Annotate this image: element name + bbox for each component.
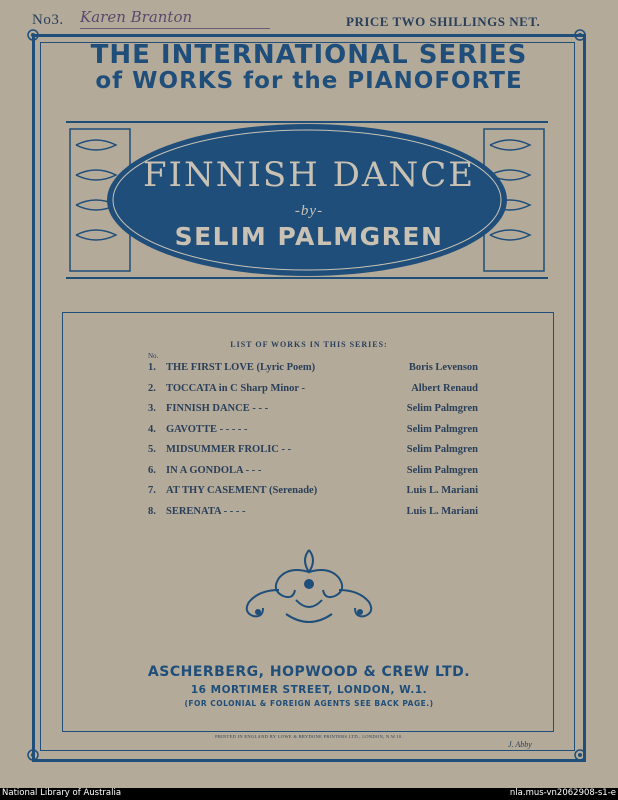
work-composer: Selim Palmgren: [406, 423, 478, 435]
scroll-ornament-icon: [236, 540, 382, 628]
list-item: [148, 485, 478, 506]
composer-name: SELIM PALMGREN: [174, 222, 444, 251]
work-title: IN A GONDOLA - - -: [166, 464, 262, 476]
publisher-address: 16 MORTIMER STREET, LONDON, W.1.: [190, 684, 428, 696]
archive-footer: [0, 788, 618, 800]
work-title: TOCCATA in C Sharp Minor -: [166, 382, 305, 394]
publisher-name: ASCHERBERG, HOPWOOD & CREW LTD.: [147, 664, 471, 680]
list-item: [148, 403, 478, 424]
by-label: -by-: [294, 203, 324, 219]
work-composer: Albert Renaud: [411, 382, 478, 394]
work-number: 1.: [148, 362, 156, 373]
artist-signature: J. Abby: [508, 740, 532, 749]
works-list-heading: LIST OF WORKS IN THIS SERIES:: [230, 340, 388, 349]
list-item: [148, 362, 478, 383]
work-title: GAVOTTE - - - - -: [166, 423, 248, 435]
work-number: 8.: [148, 505, 156, 517]
agents-note: (FOR COLONIAL & FOREIGN AGENTS SEE BACK PAGE.): [184, 699, 434, 708]
list-item: [148, 506, 478, 527]
work-composer: Selim Palmgren: [406, 403, 478, 414]
corner-ornament-icon: [573, 748, 587, 762]
owner-signature: Karen Branton: [80, 8, 270, 29]
work-composer: Boris Levenson: [408, 362, 478, 373]
series-title: THE INTERNATIONAL SERIES: [90, 40, 528, 70]
series-subtitle: of WORKS for the PIANOFORTE: [95, 68, 523, 94]
work-title: AT THY CASEMENT (Serenade): [166, 485, 318, 496]
work-title: SERENATA - - - -: [166, 505, 246, 517]
work-number: 7.: [148, 485, 156, 496]
work-title: FINNISH DANCE - - -: [166, 403, 269, 414]
works-list: [148, 362, 478, 526]
issue-number: No3.: [32, 12, 64, 28]
work-composer: Luis L. Mariani: [406, 505, 478, 517]
list-item: [148, 424, 478, 445]
printer-credit: PRINTED IN ENGLAND BY LOWE & BRYDONE PRINTERS LTD., LONDON, N.W.10.: [215, 734, 403, 739]
record-id: nla.mus-vn2062908-s1-e: [509, 788, 616, 798]
corner-ornament-icon: [26, 748, 40, 762]
title-banner: [62, 115, 552, 285]
list-item: [148, 444, 478, 465]
work-number: 2.: [148, 382, 156, 394]
work-title: MIDSUMMER FROLIC - -: [166, 444, 292, 455]
work-number: 4.: [148, 423, 156, 435]
work-composer: Selim Palmgren: [406, 464, 478, 476]
work-number: 6.: [148, 464, 156, 476]
work-number: 5.: [148, 444, 156, 455]
work-composer: Selim Palmgren: [406, 444, 478, 455]
piece-title: FINNISH DANCE: [142, 155, 476, 195]
list-item: [148, 465, 478, 486]
work-title: THE FIRST LOVE (Lyric Poem): [166, 362, 316, 373]
list-item: [148, 383, 478, 404]
price-label: PRICE TWO SHILLINGS NET.: [346, 14, 541, 29]
number-column-label: No.: [148, 352, 159, 360]
work-composer: Luis L. Mariani: [406, 485, 478, 496]
library-credit: National Library of Australia: [2, 788, 122, 798]
work-number: 3.: [148, 403, 156, 414]
